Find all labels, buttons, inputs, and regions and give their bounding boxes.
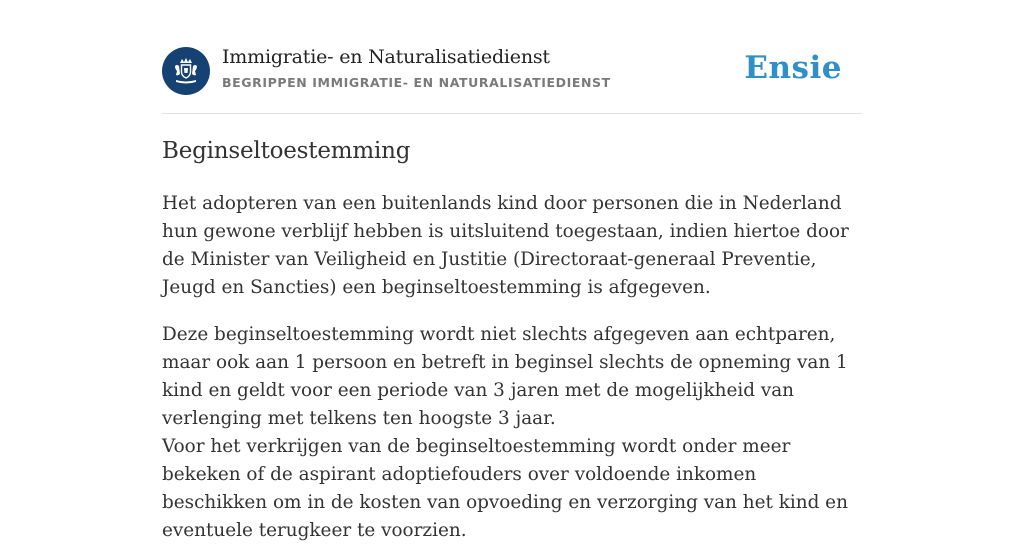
article-paragraph: Deze beginseltoestemming wordt niet slechts afgegeven aan echtparen, maar ook aan 1 persoon en betreft in beginsel slechts de opneming van 1 kind en geldt voor een periode van 3 jaren met de mogelijkheid van verlenging met telkens ten hoogste 3 jaar.	[162, 324, 848, 429]
organization-subtitle[interactable]: BEGRIPPEN IMMIGRATIE- EN NATURALISATIEDIENST	[222, 75, 611, 90]
page-title: Beginseltoestemming	[162, 138, 411, 164]
brand-logo[interactable]: Ensie	[744, 50, 842, 86]
article-paragraph: Het adopteren van een buitenlands kind door personen die in Nederland hun gewone verblijf hebben is uitsluitend toegestaan, indien hiertoe door de Minister van Veiligheid en Justitie (Directoraat-generaal Preventie, Jeugd en Sancties) een beginseltoestemming is afgegeven.	[162, 193, 849, 298]
header	[162, 46, 862, 96]
coat-of-arms-icon	[169, 54, 203, 88]
header-divider	[162, 113, 862, 114]
organization-name[interactable]: Immigratie- en Naturalisatiedienst	[222, 46, 550, 68]
article-paragraph: Voor het verkrijgen van de beginseltoestemming wordt onder meer bekeken of de aspirant adoptiefouders over voldoende inkomen beschikken om in de kosten van opvoeding en verzorging van het kind en eventuele terugkeer te voorzien.	[162, 436, 848, 541]
article-body	[162, 190, 864, 545]
logo[interactable]	[162, 47, 210, 95]
